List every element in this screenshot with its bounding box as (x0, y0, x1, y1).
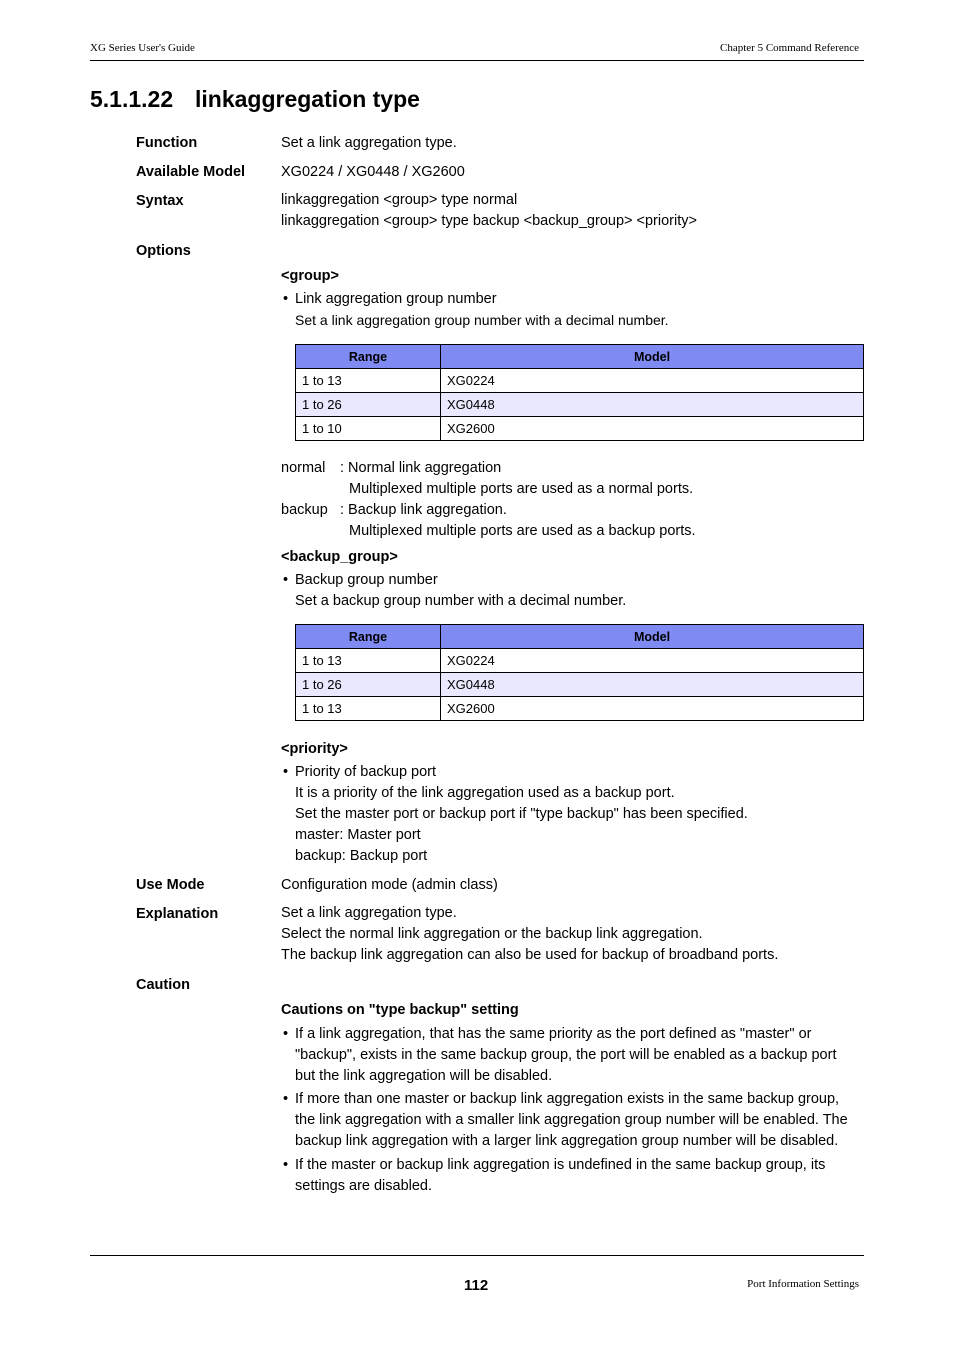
model-cell: XG0448 (441, 673, 864, 697)
table-header-row (296, 625, 864, 649)
header-rule (90, 60, 864, 61)
syntax-line: linkaggregation <group> type backup <backup_group> <priority> (281, 213, 697, 229)
priority-heading: <priority> (281, 741, 348, 757)
caution-line: backup link aggregation with a larger link aggregation group number will be disabled. (295, 1133, 839, 1149)
column-header-model: Model (441, 345, 864, 369)
available-model-label: Available Model (136, 164, 246, 180)
model-cell: XG2600 (441, 697, 864, 721)
model-cell: XG0224 (441, 369, 864, 393)
explanation-line: Set a link aggregation type. (281, 905, 457, 921)
footer-rule (90, 1255, 864, 1256)
caution-label: Caution (136, 977, 190, 993)
type-detail: Multiplexed multiple ports are used as a normal ports. (349, 481, 694, 497)
column-header-model: Model (441, 625, 864, 649)
caution-bullet (281, 1089, 861, 1152)
explanation-label: Explanation (136, 906, 219, 922)
footer-section: Port Information Settings (747, 1278, 859, 1290)
page-number: 112 (464, 1277, 489, 1294)
backup-group-bullet-text: Backup group number (295, 572, 438, 588)
priority-line: Set the master port or backup port if "type backup" has been specified. (295, 806, 748, 822)
section-title-text: linkaggregation type (195, 86, 420, 112)
caution-line: If a link aggregation, that has the same priority as the port defined as "master" or (295, 1026, 812, 1042)
explanation-block (281, 903, 778, 966)
range-cell: 1 to 13 (296, 369, 441, 393)
column-header-range: Range (296, 345, 441, 369)
range-cell: 1 to 26 (296, 673, 441, 697)
type-key: backup (281, 502, 328, 518)
available-model-value: XG0224 / XG0448 / XG2600 (281, 164, 465, 180)
bullet-dot: • (283, 572, 289, 588)
caution-bullet (281, 1024, 861, 1087)
type-detail: Multiplexed multiple ports are used as a backup ports. (349, 523, 696, 539)
caution-line: but the link aggregation will be disabled. (295, 1068, 553, 1084)
type-desc: : Normal link aggregation (340, 460, 502, 476)
model-cell: XG0448 (441, 393, 864, 417)
bullet-dot: • (283, 764, 289, 780)
syntax-label: Syntax (136, 193, 184, 209)
use-mode-value: Configuration mode (admin class) (281, 877, 498, 893)
use-mode-label: Use Mode (136, 877, 205, 893)
range-cell: 1 to 13 (296, 697, 441, 721)
column-header-range: Range (296, 625, 441, 649)
type-desc: : Backup link aggregation. (340, 502, 507, 518)
type-options (281, 458, 696, 542)
group-range-table (295, 344, 864, 441)
explanation-line: The backup link aggregation can also be used for backup of broadband ports. (281, 947, 779, 963)
table-row (296, 697, 864, 721)
priority-line: It is a priority of the link aggregation used as a backup port. (295, 785, 675, 801)
bullet-dot: • (283, 1157, 289, 1173)
section-title (90, 86, 420, 113)
header-chapter: Chapter 5 Command Reference (720, 42, 859, 54)
bullet-dot: • (283, 291, 289, 307)
priority-line: master: Master port (295, 827, 421, 843)
caution-line: If the master or backup link aggregation is undefined in the same backup group, its (295, 1157, 826, 1173)
priority-line: backup: Backup port (295, 848, 428, 864)
caution-line: the link aggregation with a smaller link aggregation group number will be enabled. The (295, 1112, 848, 1128)
bullet-dot: • (283, 1026, 289, 1042)
range-cell: 1 to 13 (296, 649, 441, 673)
group-heading: <group> (281, 268, 340, 284)
syntax-block (281, 190, 697, 232)
type-option-normal (281, 458, 696, 479)
model-cell: XG0224 (441, 649, 864, 673)
range-cell: 1 to 26 (296, 393, 441, 417)
function-value: Set a link aggregation type. (281, 135, 457, 151)
backup-group-range-table (295, 624, 864, 721)
table-row (296, 393, 864, 417)
caution-line: settings are disabled. (295, 1178, 433, 1194)
header-guide-title: XG Series User's Guide (90, 42, 195, 54)
model-cell: XG2600 (441, 417, 864, 441)
table-row (296, 649, 864, 673)
options-label: Options (136, 243, 191, 259)
type-option-backup (281, 500, 696, 521)
table-header-row (296, 345, 864, 369)
backup-group-heading: <backup_group> (281, 549, 398, 565)
priority-bullet (281, 762, 861, 867)
explanation-line: Select the normal link aggregation or the backup link aggregation. (281, 926, 703, 942)
caution-line: "backup", exists in the same backup group, the port will be enabled as a backup port (295, 1047, 837, 1063)
table-row (296, 673, 864, 697)
caution-bullet (281, 1155, 861, 1197)
group-bullet (281, 289, 861, 331)
section-number: 5.1.1.22 (90, 86, 174, 112)
bullet-dot: • (283, 1091, 289, 1107)
group-bullet-text: Link aggregation group number (295, 291, 497, 307)
function-label: Function (136, 135, 198, 151)
backup-group-bullet (281, 570, 861, 612)
table-row (296, 369, 864, 393)
type-key: normal (281, 460, 326, 476)
range-cell: 1 to 10 (296, 417, 441, 441)
caution-heading: Cautions on "type backup" setting (281, 1002, 519, 1018)
table-row (296, 417, 864, 441)
syntax-line: linkaggregation <group> type normal (281, 192, 518, 208)
group-desc: Set a link aggregation group number with a decimal number. (295, 312, 669, 328)
priority-bullet-text: Priority of backup port (295, 764, 437, 780)
caution-line: If more than one master or backup link aggregation exists in the same backup group, (295, 1091, 840, 1107)
backup-group-desc: Set a backup group number with a decimal number. (295, 593, 627, 609)
